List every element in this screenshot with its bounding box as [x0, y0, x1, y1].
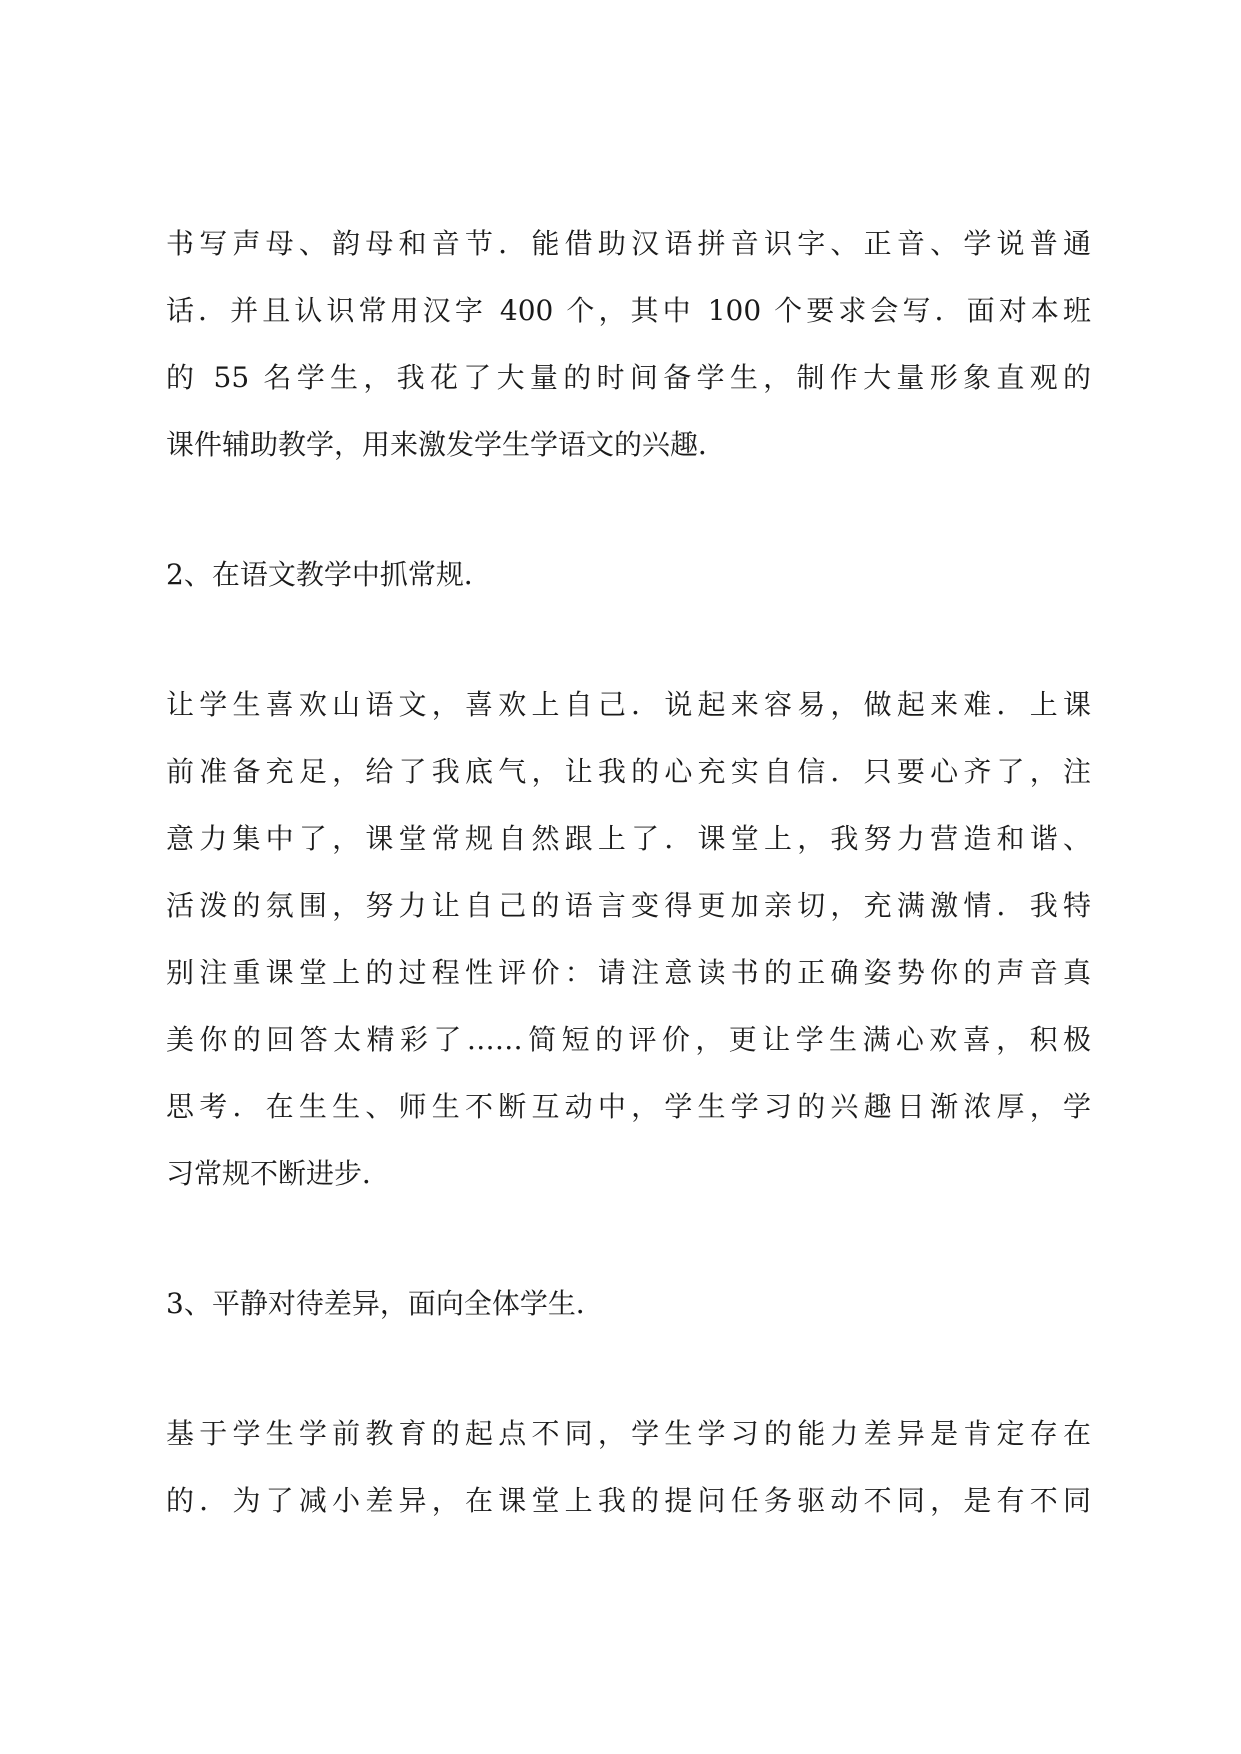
- paragraph-line: 前准备充足，给了我底气，让我的心充实自信．只要心齐了，注: [166, 755, 1091, 788]
- paragraph-line: 课件辅助教学，用来激发学生学语文的兴趣．: [166, 428, 727, 461]
- paragraph-line: 思考．在生生、师生不断互动中，学生学习的兴趣日渐浓厚，学: [166, 1090, 1091, 1123]
- paragraph-line: 话．并且认识常用汉字 400 个，其中 100 个要求会写．面对本班: [166, 294, 1091, 327]
- paragraph-line: 意力集中了，课堂常规自然跟上了．课堂上，我努力营造和谐、: [166, 822, 1091, 855]
- paragraph-line: 基于学生学前教育的起点不同，学生学习的能力差异是肯定存在: [166, 1417, 1091, 1450]
- paragraph-line: 的 55 名学生，我花了大量的时间备学生，制作大量形象直观的: [166, 361, 1091, 394]
- paragraph-line: 美你的回答太精彩了……简短的评价，更让学生满心欢喜，积极: [166, 1023, 1091, 1056]
- paragraph-line: 让学生喜欢山语文，喜欢上自己．说起来容易，做起来难．上课: [166, 688, 1091, 721]
- paragraph-line: 书写声母、韵母和音节．能借助汉语拼音识字、正音、学说普通: [166, 227, 1091, 260]
- paragraph-line: 别注重课堂上的过程性评价：请注意读书的正确姿势你的声音真: [166, 956, 1091, 989]
- section-heading-3: 3、平静对待差异，面向全体学生．: [166, 1287, 604, 1320]
- section-heading-2: 2、在语文教学中抓常规．: [166, 558, 492, 591]
- paragraph-line: 的．为了减小差异，在课堂上我的提问任务驱动不同，是有不同: [166, 1484, 1091, 1517]
- paragraph-line: 习常规不断进步．: [166, 1157, 391, 1190]
- paragraph-line: 活泼的氛围，努力让自己的语言变得更加亲切，充满激情．我特: [166, 889, 1091, 922]
